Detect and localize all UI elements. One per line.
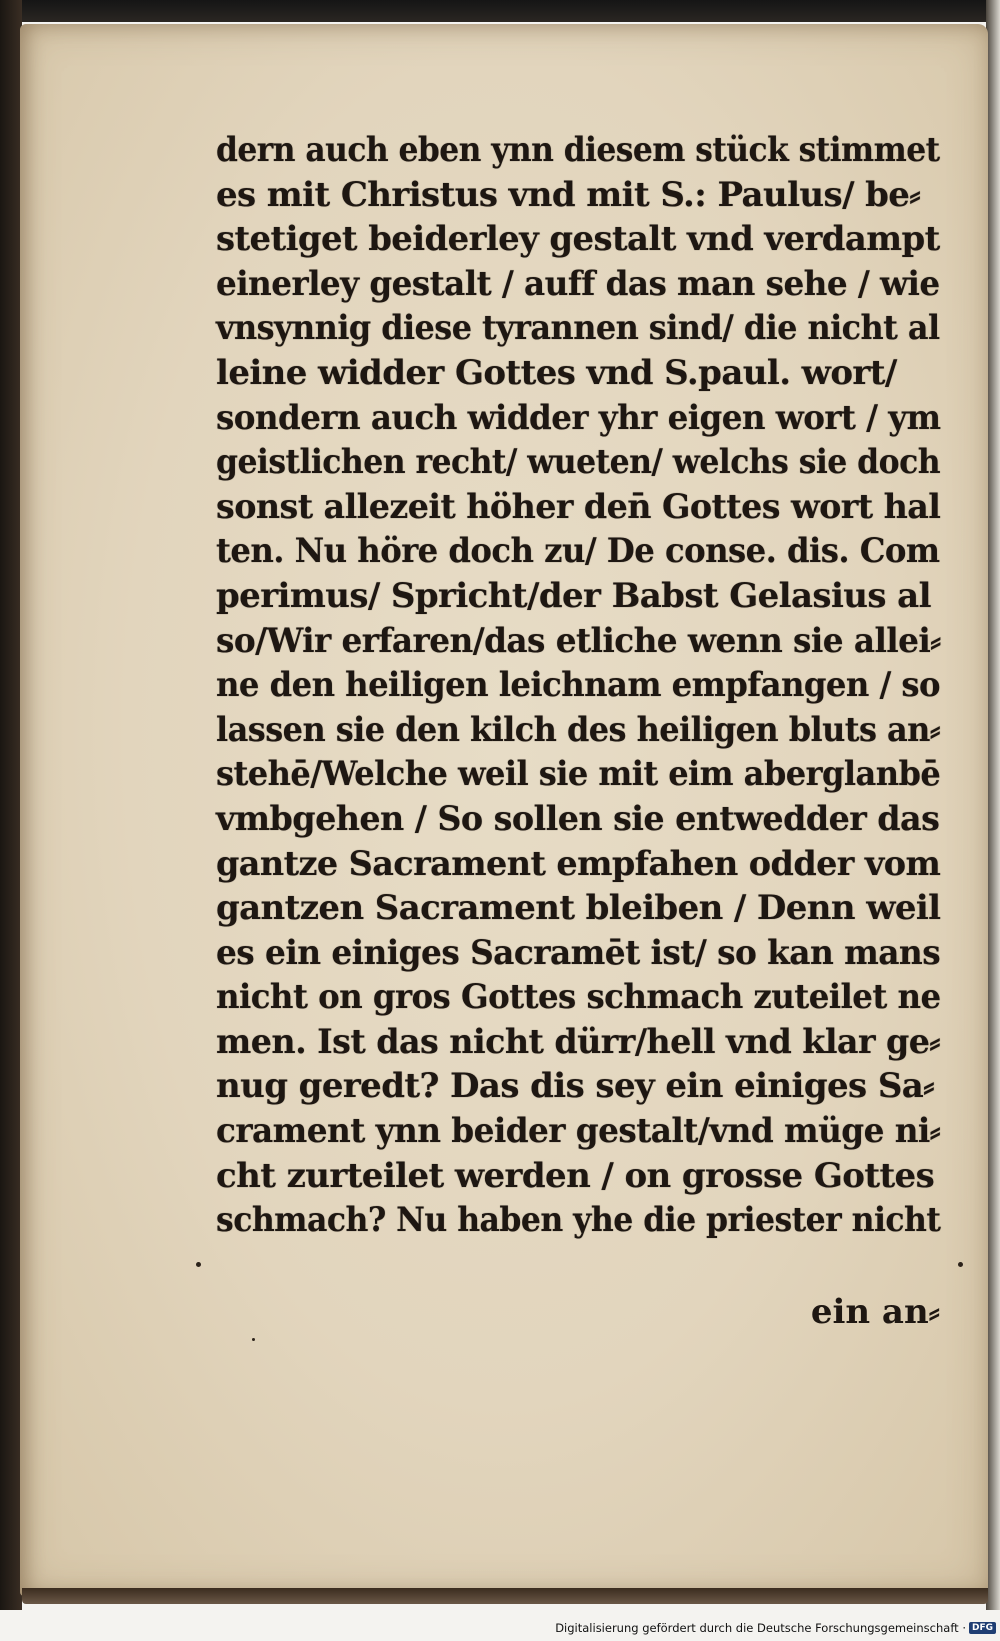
page-text <box>216 128 940 1243</box>
text-line: dern auch eben ynn diesem stück stimmet <box>216 130 940 170</box>
text-line: schmach? Nu haben yhe die priester nicht <box>216 1200 941 1241</box>
text-line: gantze Sacrament empfahen odder vom <box>216 843 941 884</box>
text-line: lassen sie den kilch des heiligen bluts an⸗ <box>216 709 940 750</box>
text-line: leine widder Gottes vnd S.paul. wort/ <box>216 352 897 393</box>
ink-speck <box>252 1338 255 1341</box>
ink-speck <box>958 1262 963 1267</box>
page-bottom-edge <box>22 1588 988 1604</box>
text-line: ne den heiligen leichnam empfangen / so <box>216 665 940 706</box>
credit-text: Digitalisierung gefördert durch die Deutsche Forschungsgemeinschaft · <box>555 1621 966 1635</box>
text-line: perimus/ Spricht/der Babst Gelasius al <box>216 575 931 616</box>
text-line: gantzen Sacrament bleiben / Denn weil <box>216 888 941 929</box>
text-line: vnsynnig diese tyrannen sind/ die nicht al <box>216 308 940 349</box>
text-line: so/Wir erfaren/das etliche wenn sie allei⸗ <box>216 620 941 661</box>
text-line: vmbgehen / So sollen sie entwedder das <box>216 798 940 839</box>
text-line: crament ynn beider gestalt/vnd müge ni⸗ <box>216 1111 941 1152</box>
scan-background-right <box>986 0 1000 1610</box>
text-line: men. Ist das nicht dürr/hell vnd klar ge⸗ <box>216 1021 940 1062</box>
text-line: ten. Nu höre doch zu/ De conse. dis. Com <box>216 531 940 572</box>
text-line: es mit Christus vnd mit S.: Paulus/ be⸗ <box>216 174 921 215</box>
digitization-credit <box>555 1618 996 1638</box>
book-binding-edge <box>0 0 22 1610</box>
text-line: nug geredt? Das dis sey ein einiges Sa⸗ <box>216 1066 934 1107</box>
text-line: cht zurteilet werden / on grosse Gottes <box>216 1155 935 1196</box>
ink-speck <box>196 1262 201 1267</box>
dfg-logo: DFG <box>969 1622 996 1634</box>
text-line: einerley gestalt / auff das man sehe / wie <box>216 263 940 304</box>
scan-background-top <box>0 0 1000 22</box>
text-line: stehē/Welche weil sie mit eim aberglanbē <box>216 754 941 795</box>
text-line: sonst allezeit höher den̄ Gottes wort hal <box>216 486 941 527</box>
catchword: ein an⸗ <box>810 1292 940 1332</box>
text-line: sondern auch widder yhr eigen wort / ym <box>216 397 941 438</box>
text-line: nicht on gros Gottes schmach zuteilet ne <box>216 977 941 1018</box>
text-line: stetiget beiderley gestalt vnd verdampt <box>216 219 940 260</box>
text-line: es ein einiges Sacramēt ist/ so kan mans <box>216 932 941 973</box>
text-line: geistlichen recht/ wueten/ welchs sie doch <box>216 442 941 483</box>
